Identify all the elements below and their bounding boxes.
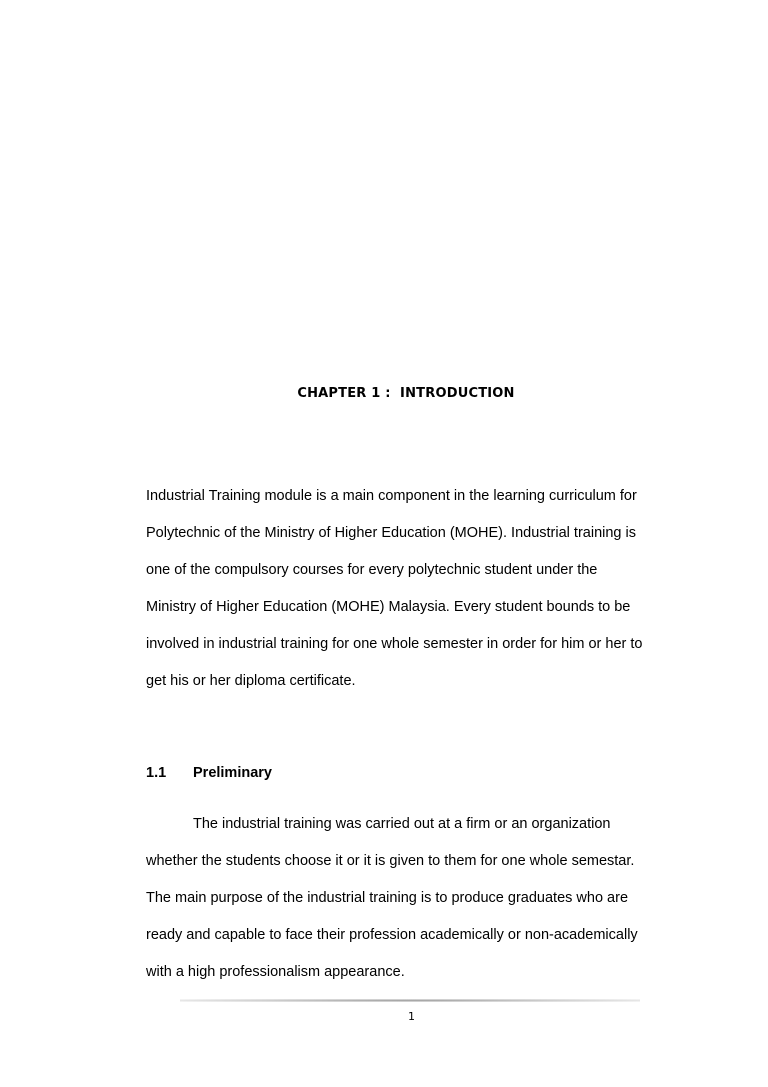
paragraph-line: get his or her diploma certificate. xyxy=(146,673,356,689)
paragraph-line: with a high professionalism appearance. xyxy=(146,964,405,980)
page-number: 1 xyxy=(408,1010,415,1023)
chapter-title: CHAPTER 1 : INTRODUCTION xyxy=(297,386,515,401)
paragraph-line: involved in industrial training for one whole semester in order for him or her to xyxy=(146,636,643,652)
paragraph-line: Ministry of Higher Education (MOHE) Malaysia. Every student bounds to be xyxy=(146,599,631,615)
paragraph-line: Industrial Training module is a main component in the learning curriculum for xyxy=(146,488,637,504)
paragraph-line: The main purpose of the industrial training is to produce graduates who are xyxy=(146,890,629,906)
paragraph-line: The industrial training was carried out at a firm or an organization xyxy=(193,816,611,832)
paragraph-line: Polytechnic of the Ministry of Higher Education (MOHE). Industrial training is xyxy=(146,525,636,541)
paragraph-line: one of the compulsory courses for every polytechnic student under the xyxy=(146,562,598,578)
paragraph-line: whether the students choose it or it is given to them for one whole semestar. xyxy=(146,853,635,869)
paragraph-line: ready and capable to face their profession academically or non-academically xyxy=(146,927,638,943)
section-title: Preliminary xyxy=(193,765,272,781)
section-number: 1.1 xyxy=(146,765,167,781)
footer-divider xyxy=(180,999,640,1002)
preliminary-paragraph xyxy=(146,806,686,991)
section-heading xyxy=(146,763,272,783)
intro-paragraph xyxy=(146,478,686,700)
